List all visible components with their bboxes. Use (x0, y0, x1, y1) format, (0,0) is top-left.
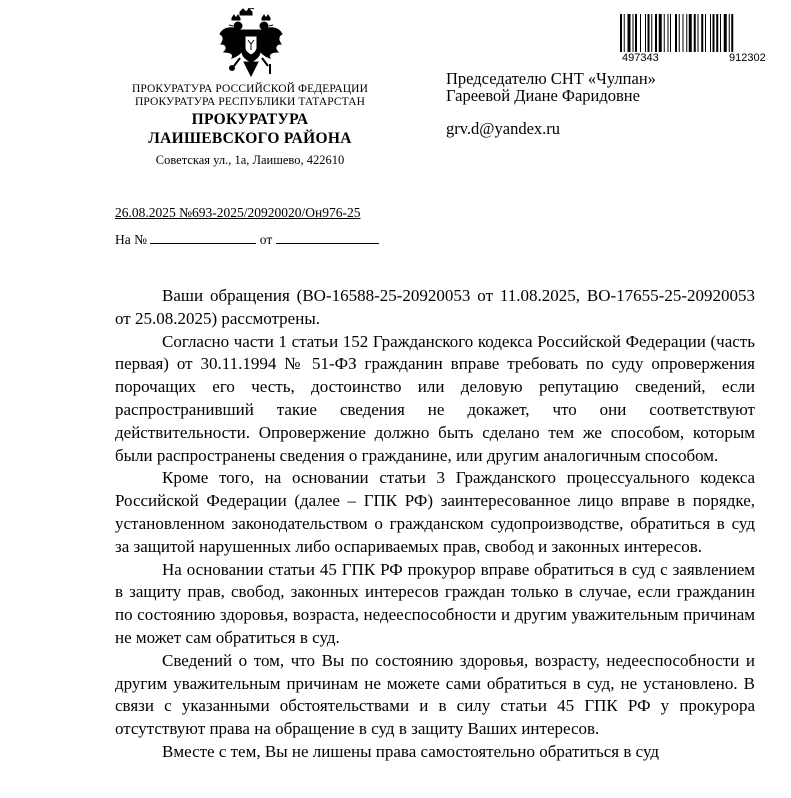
registration-number (115, 205, 360, 221)
barcode (620, 14, 770, 52)
letter-body (115, 285, 755, 764)
body-paragraph-3: Кроме того, на основании статьи 3 Гражданского процессуального кодекса Российской Федерации (далее – ГПК РФ) заинтересованное лицо вправе в порядке, установленном законодательством о гражданском судопроизводстве, обратиться в суд за защитой нарушенных либо оспариваемых прав, свобод и законных интересов. (115, 468, 755, 556)
barcode-right-number: 912302 (729, 52, 766, 64)
russian-coat-of-arms-icon (218, 8, 284, 80)
body-paragraph-2: Согласно части 1 статьи 152 Гражданского кодекса Российской Федерации (часть первая) от 30.11.1994 № 51-ФЗ гражданин вправе требовать по суду опровержения порочащих его честь, достоинство или деловую репутацию сведений, если распространивший такие сведения не докажет, что они соответствуют действительности. Опровержение должно быть сделано тем же способом, которым были распространены сведения о гражданине, или другим аналогичным способом. (115, 331, 755, 465)
addressee-name: Гареевой Диане Фаридовне (446, 86, 640, 105)
registration-date-number: 26.08.2025 №693-2025/20920020/Он976-25 (115, 205, 361, 220)
reference-number-blank (150, 231, 256, 244)
body-paragraph-6: Вместе с тем, Вы не лишены права самостоятельно обратиться в суд (162, 741, 660, 761)
body-paragraph-5: Сведений о том, что Вы по состоянию здоровья, возрасту, недееспособности и другим уважительным причинам не можете сами обратиться в суд, не установлено. В связи с указанными обстоятельствами и в силу статьи 45 ГПК РФ у прокурора отсутствуют права на обращение в суд в защиту Ваших интересов. (115, 650, 755, 739)
sender-address: Советская ул., 1а, Лаишево, 422610 (155, 153, 345, 167)
reference-from-label: от (259, 232, 273, 247)
sender-org-line2: ПРОКУРАТУРА РЕСПУБЛИКИ ТАТАРСТАН (135, 96, 365, 108)
reference-date-blank (276, 231, 379, 244)
reference-prefix: На № (115, 232, 147, 247)
body-paragraph-4: На основании статьи 45 ГПК РФ прокурор вправе обратиться в суд с заявлением в защиту прав, свобод, законных интересов граждан только в случае, если гражданин по состоянию здоровья, возраста, недееспособности и другим уважительным причинам не может сам обратиться в суд. (115, 559, 755, 647)
body-paragraph-1: Ваши обращения (ВО-16588-25-20920053 от 11.08.2025, ВО-17655-25-20920053 от 25.08.2025) рассмотрены. (115, 286, 755, 328)
sender-title-line1: ПРОКУРАТУРА (191, 111, 309, 128)
addressee-position: Председателю СНТ «Чулпан» (446, 69, 656, 88)
barcode-left-number: 497343 (622, 52, 659, 64)
sender-org-line1: ПРОКУРАТУРА РОССИЙСКОЙ ФЕДЕРАЦИИ (131, 83, 368, 95)
sender-title-line2: ЛАИШЕВСКОГО РАЙОНА (148, 130, 352, 147)
reference-line (115, 231, 379, 248)
addressee-email: grv.d@yandex.ru (446, 119, 561, 138)
